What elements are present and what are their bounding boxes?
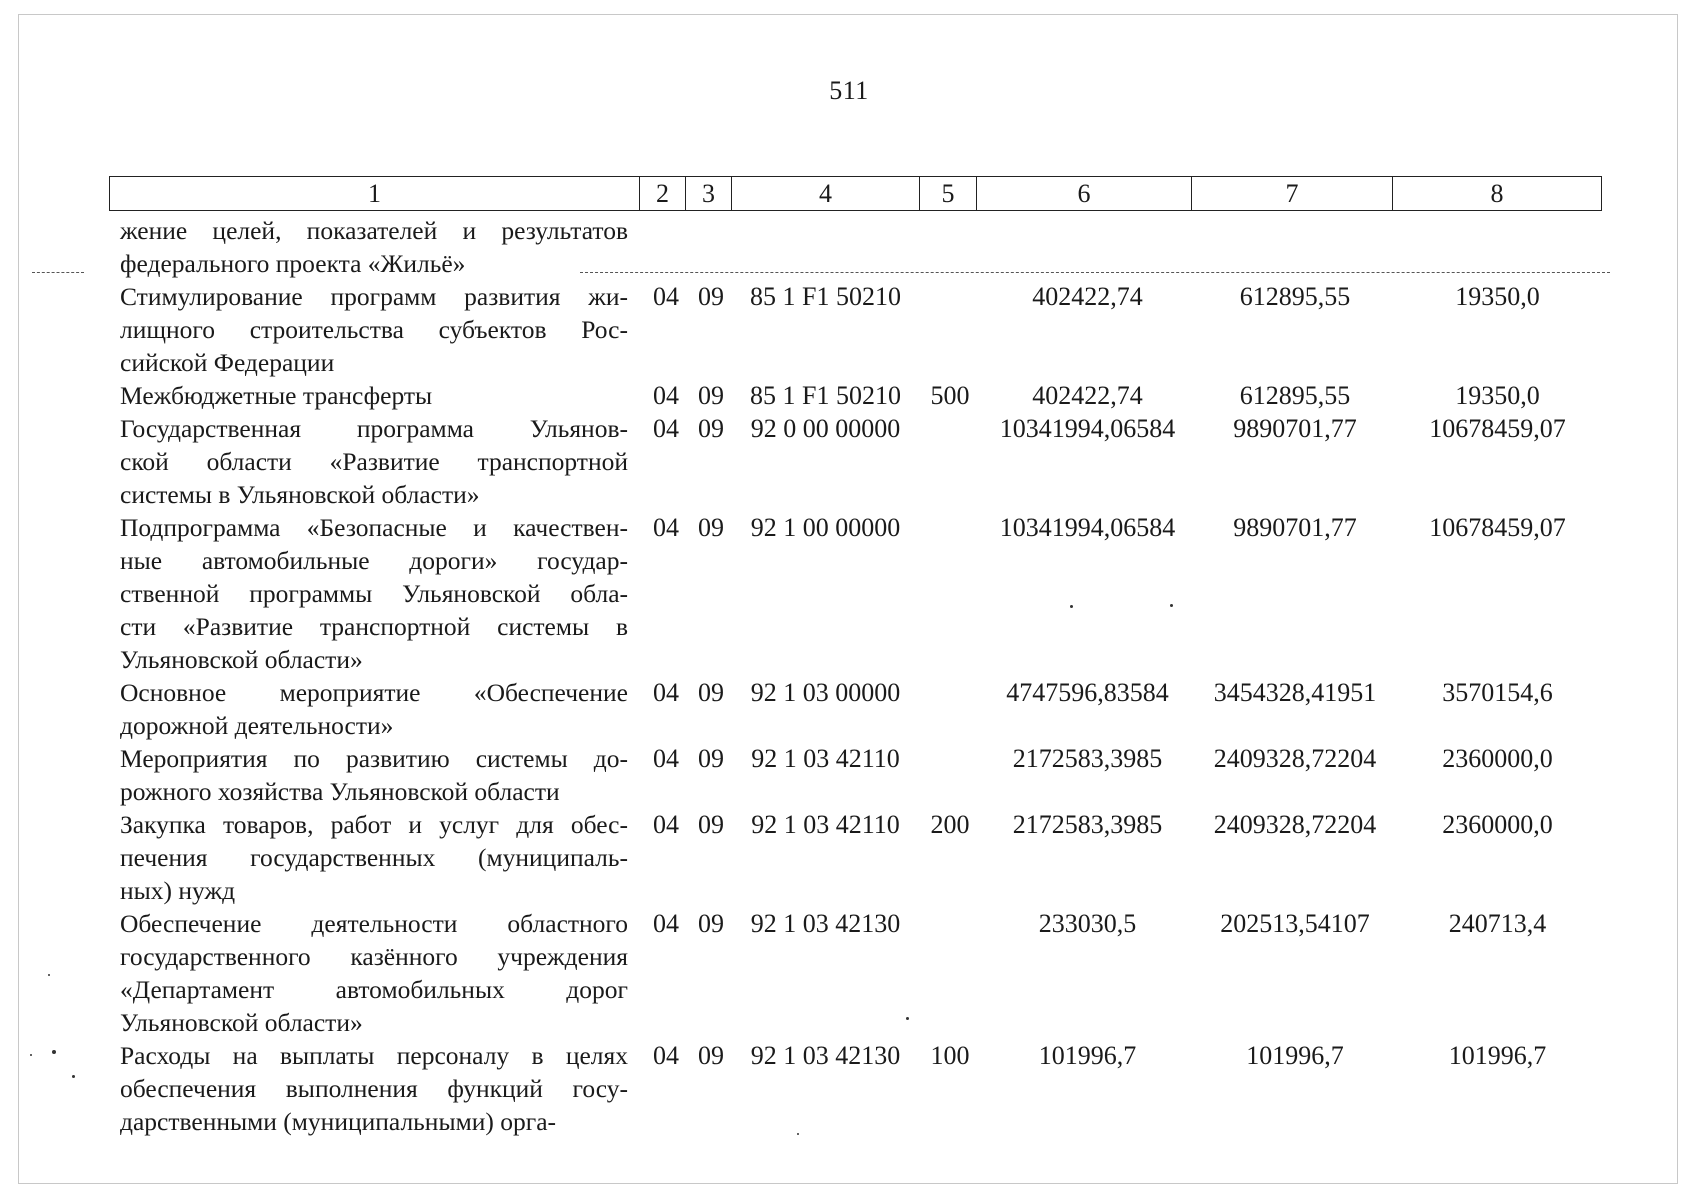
row-name-line: сийской Федерации: [120, 348, 335, 377]
row-name-line: дорожной деятельности»: [120, 711, 394, 740]
cell-col-7: 101996,7: [1246, 1041, 1344, 1070]
row-name-line: «Департамент автомобильных дорог: [120, 975, 628, 1004]
table-header: [109, 176, 1602, 211]
table-row: [0, 1039, 1698, 1138]
cell-col-6: 2172583,3985: [1012, 744, 1163, 773]
scan-speck: [1070, 605, 1073, 608]
row-name-line: сти «Развитие транспортной системы в: [120, 612, 628, 641]
row-name-line: Ульяновской области»: [120, 1008, 363, 1037]
cell-col-6: 101996,7: [1038, 1041, 1137, 1070]
cell-col-4: 92 1 00 00000: [750, 513, 901, 542]
page-number: 511: [829, 76, 869, 105]
cell-col-8: 101996,7: [1448, 1041, 1547, 1070]
row-name: [120, 907, 628, 1039]
cell-col-2: 04: [653, 810, 679, 839]
scan-speck: [30, 1054, 32, 1056]
scan-speck: [72, 1075, 75, 1078]
cell-col-6: 402422,74: [1032, 381, 1143, 410]
cell-col-4: 92 1 03 00000: [750, 678, 901, 707]
cell-col-7: 612895,55: [1239, 282, 1351, 311]
row-name-line: Межбюджетные трансферты: [120, 381, 433, 410]
column-header: 7: [1192, 177, 1393, 211]
cell-col-4: 92 0 00 00000: [750, 414, 901, 443]
column-header: 6: [977, 177, 1192, 211]
table-row: [0, 676, 1698, 742]
cell-col-4: 85 1 F1 50210: [750, 282, 901, 311]
cell-col-7: 202513,54107: [1220, 909, 1370, 938]
cell-col-3: 09: [698, 810, 724, 839]
cell-col-8: 10678459,07: [1429, 513, 1566, 542]
row-name: [120, 280, 628, 379]
row-name-line: лищного строительства субъектов Рос-: [120, 315, 628, 344]
cell-col-3: 09: [698, 744, 724, 773]
row-name-line: рожного хозяйства Ульяновской области: [120, 777, 560, 806]
cell-col-8: 10678459,07: [1429, 414, 1566, 443]
row-name-line: обеспечения выполнения функций госу-: [120, 1074, 628, 1103]
cell-col-7: 2409328,72204: [1213, 744, 1377, 773]
cell-col-6: 10341994,06584: [999, 414, 1176, 443]
cell-col-5: 500: [930, 381, 970, 410]
cell-col-3: 09: [698, 513, 724, 542]
row-name: [120, 742, 628, 808]
row-name: [120, 1039, 628, 1138]
row-name-line: государственного казённого учреждения: [120, 942, 628, 971]
table-row: [0, 808, 1698, 907]
cell-col-7: 9890701,77: [1233, 513, 1357, 542]
table-row: [0, 907, 1698, 1039]
cell-col-4: 92 1 03 42110: [751, 744, 900, 773]
cell-col-6: 2172583,3985: [1012, 810, 1163, 839]
row-name: [120, 808, 628, 907]
scan-speck: [1170, 604, 1173, 607]
cell-col-6: 10341994,06584: [999, 513, 1176, 542]
row-name: [120, 676, 628, 742]
cell-col-4: 92 1 03 42130: [750, 1041, 901, 1070]
table-row: [0, 412, 1698, 511]
row-name-line: жение целей, показателей и результатов: [120, 216, 628, 245]
row-name-line: Расходы на выплаты персоналу в целях: [120, 1041, 628, 1070]
column-header: 5: [920, 177, 977, 211]
cell-col-3: 09: [698, 678, 724, 707]
cell-col-2: 04: [653, 381, 679, 410]
cell-col-6: 4747596,83584: [1006, 678, 1169, 707]
column-header: 4: [732, 177, 920, 211]
cell-col-3: 09: [698, 1041, 724, 1070]
cell-col-4: 92 1 03 42130: [750, 909, 901, 938]
cell-col-2: 04: [653, 282, 679, 311]
cell-col-7: 3454328,41951: [1213, 678, 1377, 707]
cell-col-8: 19350,0: [1455, 381, 1540, 410]
cell-col-7: 9890701,77: [1233, 414, 1357, 443]
cell-col-2: 04: [653, 678, 679, 707]
cell-col-4: 85 1 F1 50210: [750, 381, 901, 410]
row-name-line: Мероприятия по развитию системы до-: [120, 744, 628, 773]
table-row: [0, 511, 1698, 676]
cell-col-2: 04: [653, 414, 679, 443]
cell-col-8: 3570154,6: [1442, 678, 1553, 707]
row-name: [120, 379, 628, 412]
row-name-line: дарственными (муниципальными) орга-: [120, 1107, 557, 1136]
row-name: [120, 214, 628, 280]
cell-col-2: 04: [653, 744, 679, 773]
row-name-line: ные автомобильные дороги» государ-: [120, 546, 628, 575]
column-header: 2: [640, 177, 686, 211]
row-name-line: федерального проекта «Жильё»: [120, 249, 466, 278]
column-header: 1: [110, 177, 640, 211]
cell-col-5: 200: [930, 810, 970, 839]
row-name-line: системы в Ульяновской области»: [120, 480, 480, 509]
table-row: [0, 379, 1698, 412]
cell-col-8: 2360000,0: [1442, 744, 1553, 773]
scan-speck: [906, 1017, 909, 1020]
table-row: [0, 742, 1698, 808]
cell-col-5: 100: [930, 1041, 970, 1070]
scan-speck: [52, 1050, 56, 1054]
cell-col-3: 09: [698, 381, 724, 410]
cell-col-7: 612895,55: [1239, 381, 1351, 410]
row-name-line: Основное мероприятие «Обеспечение: [120, 678, 628, 707]
row-name-line: Обеспечение деятельности областного: [120, 909, 628, 938]
scan-speck: [797, 1133, 799, 1135]
cell-col-3: 09: [698, 909, 724, 938]
row-name: [120, 412, 628, 511]
row-name-line: ской области «Развитие транспортной: [120, 447, 628, 476]
cell-col-6: 233030,5: [1038, 909, 1137, 938]
column-header: 8: [1393, 177, 1602, 211]
row-name-line: печения государственных (муниципаль-: [120, 843, 628, 872]
column-header: 3: [686, 177, 732, 211]
row-name-line: ных) нужд: [120, 876, 236, 905]
cell-col-2: 04: [653, 1041, 679, 1070]
row-name-line: ственной программы Ульяновской обла-: [120, 579, 628, 608]
cell-col-3: 09: [698, 414, 724, 443]
row-name-line: Закупка товаров, работ и услуг для обес-: [120, 810, 628, 839]
scan-speck: [48, 974, 50, 976]
cell-col-6: 402422,74: [1032, 282, 1143, 311]
cell-col-8: 240713,4: [1448, 909, 1547, 938]
cell-col-7: 2409328,72204: [1213, 810, 1377, 839]
cell-col-4: 92 1 03 42110: [751, 810, 900, 839]
row-name-line: Подпрограмма «Безопасные и качествен-: [120, 513, 628, 542]
cell-col-8: 19350,0: [1455, 282, 1540, 311]
cell-col-8: 2360000,0: [1442, 810, 1553, 839]
table-row: [0, 280, 1698, 379]
row-name-line: Стимулирование программ развития жи-: [120, 282, 628, 311]
row-name-line: Государственная программа Ульянов-: [120, 414, 628, 443]
table-row: [0, 214, 1698, 280]
cell-col-2: 04: [653, 513, 679, 542]
cell-col-3: 09: [698, 282, 724, 311]
cell-col-2: 04: [653, 909, 679, 938]
row-name-line: Ульяновской области»: [120, 645, 363, 674]
row-name: [120, 511, 628, 676]
